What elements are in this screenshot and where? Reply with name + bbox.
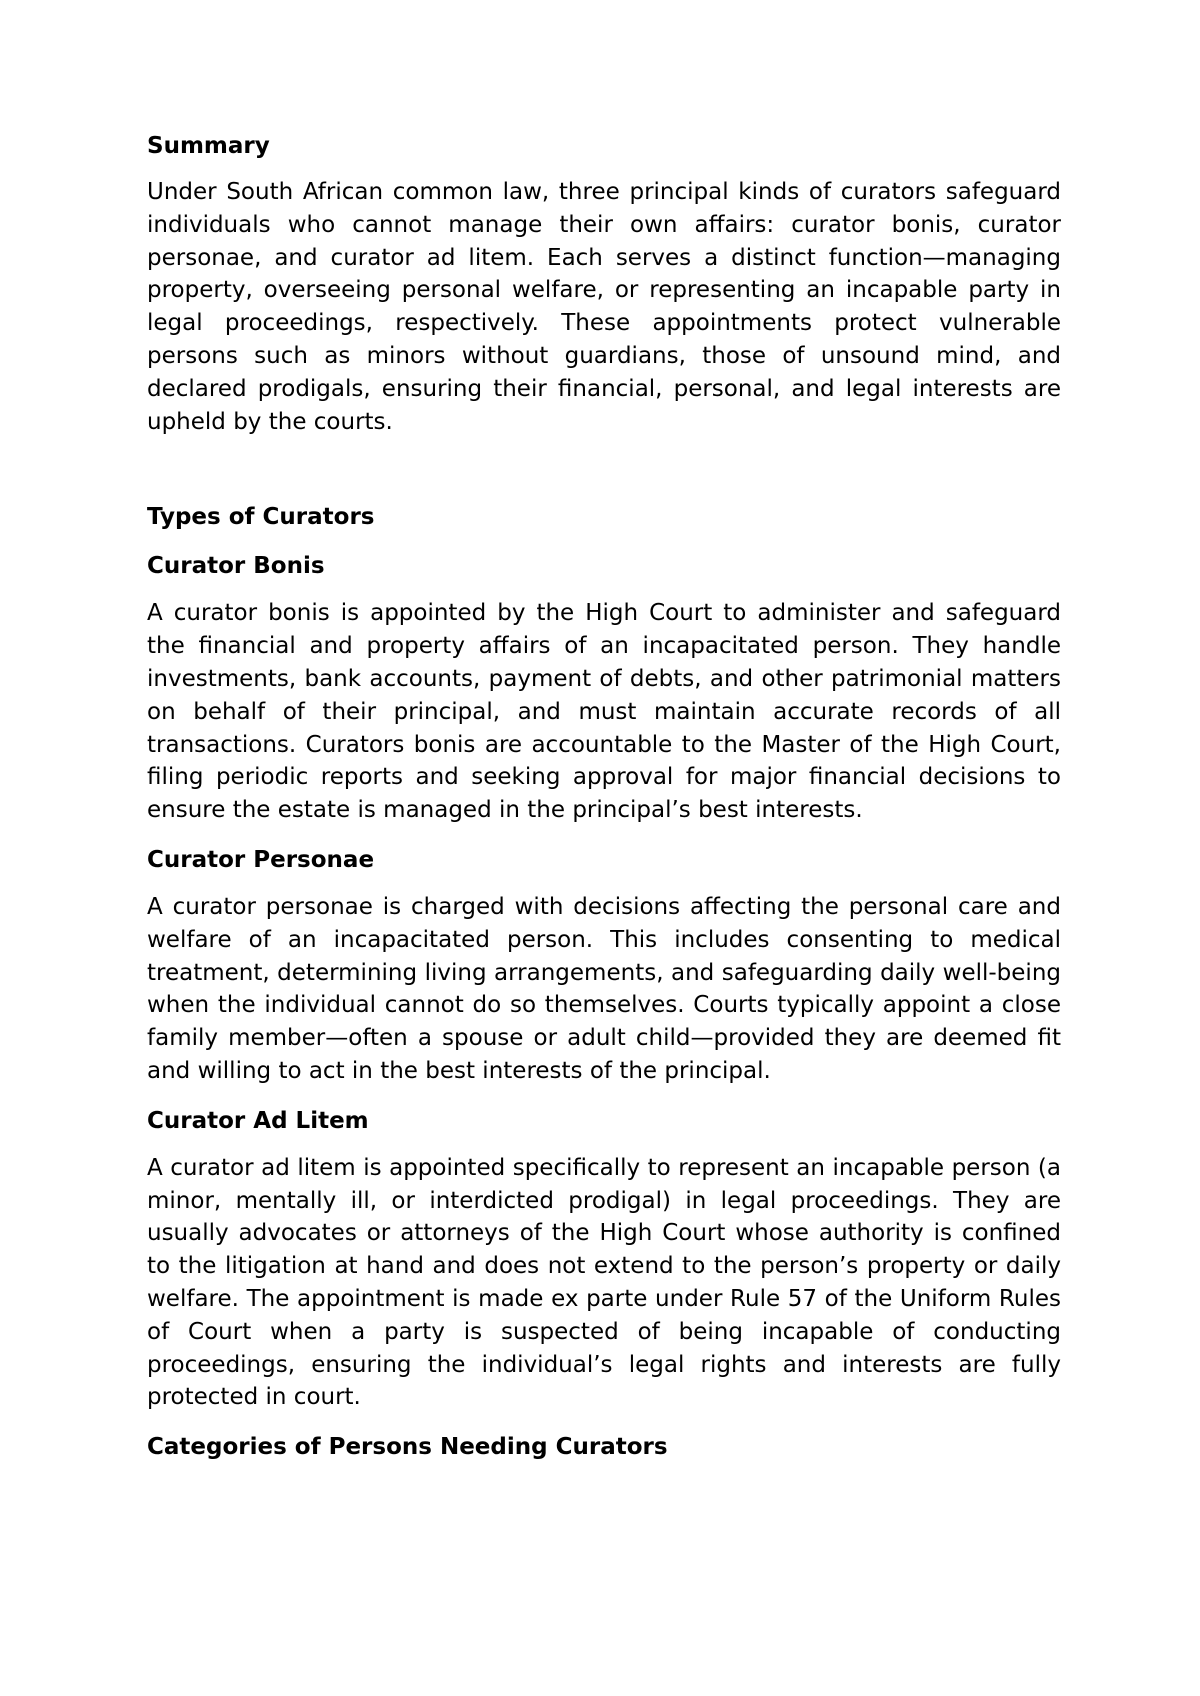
curator-bonis-paragraph: A curator bonis is appointed by the High Court to administer and safeguard the financial and property affairs of an incapacitated person. They handle investments, bank accounts, payment of debts, and other patrimonial matters on behalf of their principal, and must maintain accurate records of all transactions. Curators bonis are accountable to the Master of the High Court, filing periodic reports and seeking approval for major financial decisions to ensure the estate is managed in the principal’s best interests. xyxy=(147,600,1061,824)
curator-bonis-heading: Curator Bonis xyxy=(147,553,325,580)
curator-ad-litem-heading: Curator Ad Litem xyxy=(147,1107,369,1134)
summary-heading: Summary xyxy=(147,133,270,159)
curator-ad-litem-paragraph: A curator ad litem is appointed specifically to represent an incapable person (a minor, mentally ill, or interdicted prodigal) in legal proceedings. They are usually advocates or attorneys of the High Court whose authority is confined to the litigation at hand and does not extend to the person’s property or daily welfare. The appointment is made ex parte under Rule 57 of the Uniform Rules of Court when a party is suspected of being incapable of conducting proceedings, ensuring the individual’s legal rights and interests are fully protected in court. xyxy=(147,1154,1061,1411)
document-page xyxy=(147,130,1061,1463)
types-of-curators-heading: Types of Curators xyxy=(147,504,375,531)
curator-personae-heading: Curator Personae xyxy=(147,846,375,873)
categories-heading: Categories of Persons Needing Curators xyxy=(147,1434,668,1461)
curator-personae-paragraph: A curator personae is charged with decisions affecting the personal care and welfare of an incapacitated person. This includes consenting to medical treatment, determining living arrangements, and safeguarding daily well-being when the individual cannot do so themselves. Courts typically appoint a close family member—often a spouse or adult child—provided they are deemed fit and willing to act in the best interests of the principal. xyxy=(147,893,1061,1084)
summary-paragraph: Under South African common law, three principal kinds of curators safeguard individuals who cannot manage their own affairs: curator bonis, curator personae, and curator ad litem. Each serves a distinct function—managing property, overseeing personal welfare, or representing an incapable party in legal proceedings, respectively. These appointments protect vulnerable persons such as minors without guardians, those of unsound mind, and declared prodigals, ensuring their financial, personal, and legal interests are upheld by the courts. xyxy=(147,179,1061,435)
